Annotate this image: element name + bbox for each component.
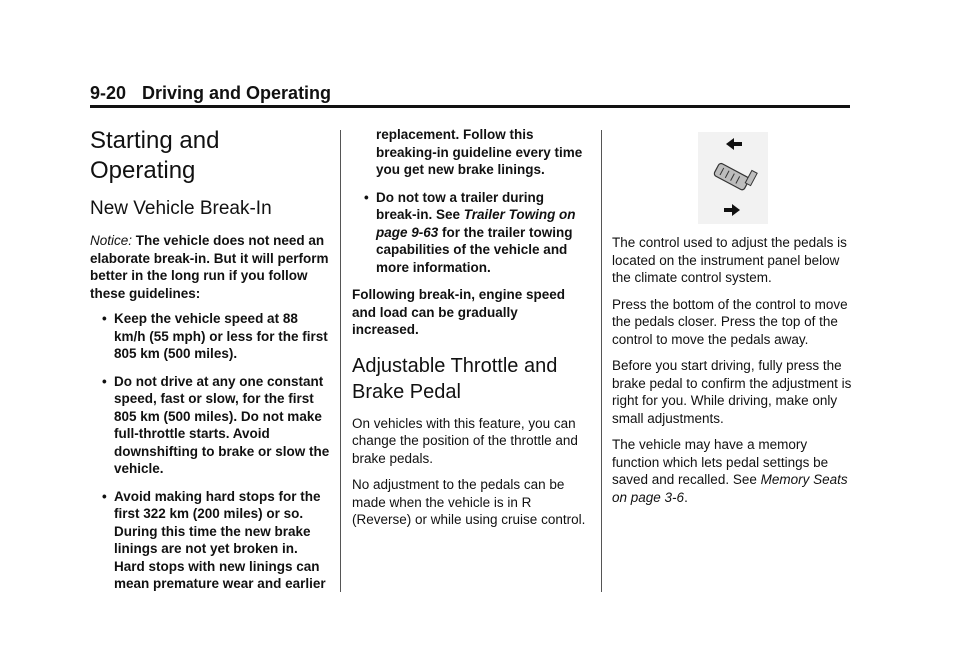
- chapter-heading-line1: Starting and: [90, 127, 220, 154]
- bullet-icon: •: [102, 373, 107, 389]
- list-item: [90, 310, 330, 363]
- bullet-text: Keep the vehicle speed at 88 km/h (55 mph) or less for the first 805 km (500 miles).: [114, 311, 328, 361]
- bullet-text: Do not drive at any one constant speed, fast or slow, for the first 805 km (500 miles). Do not make full-throttle starts. Avoid downshifting to brake or slow the vehicle.: [114, 373, 330, 476]
- memory-seats-link[interactable]: Memory Seats on page 3-6: [612, 472, 848, 505]
- adjustable-pedal-control-icon: [698, 132, 768, 224]
- section-heading-break-in: New Vehicle Break-In: [90, 198, 272, 219]
- column-1: [90, 126, 330, 603]
- column-3: [612, 126, 852, 515]
- control-location-paragraph: The control used to adjust the pedals is located on the instrument panel below the climate control system.: [612, 235, 847, 285]
- list-item: [352, 189, 588, 277]
- notice-paragraph: [90, 232, 330, 302]
- adjustment-advice-paragraph: Before you start driving, fully press the brake pedal to confirm the adjustment is right for you. While driving, make only small adjustments.: [612, 358, 852, 426]
- pedal-restriction-paragraph: No adjustment to the pedals can be made when the vehicle is in R (Reverse) or while using cruise control.: [352, 477, 586, 527]
- column-2: [352, 126, 588, 538]
- trailer-towing-link[interactable]: Trailer Towing on page 9-63: [376, 207, 576, 240]
- bullet-icon: •: [102, 311, 107, 326]
- notice-label: Notice:: [90, 233, 133, 248]
- towing-list: [352, 189, 588, 277]
- header-rule: [90, 105, 850, 108]
- memory-text: The vehicle may have a memory function which lets pedal settings be saved and recalled. See: [612, 437, 829, 487]
- column-divider-2: [601, 130, 602, 592]
- notice-text: The vehicle does not need an elaborate break-in. But it will perform better in the long run if you follow these guidelines:: [90, 233, 329, 301]
- section-heading-adjustable-pedal: Adjustable Throttle and Brake Pedal: [352, 354, 558, 403]
- bullet-icon: •: [364, 189, 369, 205]
- control-usage-paragraph: Press the bottom of the control to move the pedals closer. Press the top of the control to move the pedals away.: [612, 296, 848, 347]
- memory-function-paragraph: [612, 436, 852, 506]
- chapter-heading-line2: Operating: [90, 157, 196, 184]
- pedal-control-graphic: [698, 132, 768, 224]
- pedal-intro-paragraph: On vehicles with this feature, you can change the position of the throttle and brake pedals.: [352, 415, 578, 466]
- page-number: 9-20: [90, 83, 127, 103]
- bullet-continuation: replacement. Follow this breaking-in guideline every time you get new brake linings.: [376, 127, 583, 177]
- list-item: [90, 488, 330, 593]
- bullet-text: Avoid making hard stops for the first 322 km (200 miles) or so. During this time the new brake linings are not yet broken in. Hard stops with new linings can mean premature wear and earlier: [114, 488, 326, 591]
- memory-text-end: .: [684, 489, 688, 505]
- column-divider-1: [340, 130, 341, 592]
- bullet-text: Do not tow a trailer during break-in. See: [376, 189, 544, 222]
- chapter-heading: [90, 126, 330, 186]
- page-header: [90, 82, 850, 104]
- section-title: Driving and Operating: [142, 83, 332, 103]
- bullet-text-end: for the trailer towing capabilities of the vehicle and more information.: [376, 224, 573, 275]
- break-in-followup: Following break-in, engine speed and load can be gradually increased.: [352, 287, 566, 337]
- bullet-icon: •: [102, 488, 107, 504]
- list-item: [90, 373, 330, 478]
- break-in-guidelines-list: [90, 310, 330, 593]
